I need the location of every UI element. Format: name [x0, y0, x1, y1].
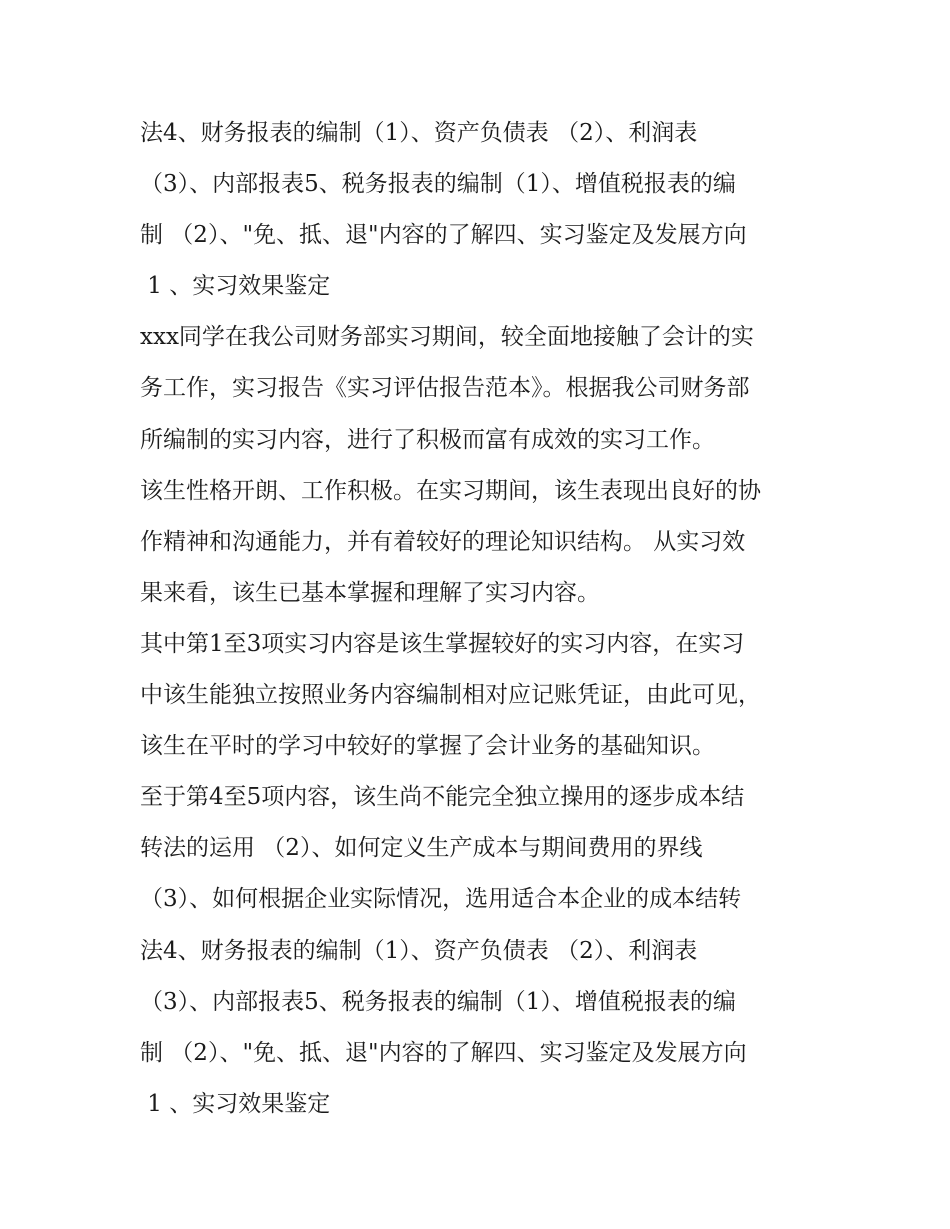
text-line-10: 果来看，该生已基本掌握和理解了实习内容。 — [140, 579, 600, 606]
text-line-8: 该生性格开朗、工作积极。在实习期间，该生表现出良好的协 — [140, 477, 761, 504]
text-line-18: （3）、内部报表5、税务报表的编制（1）、增值税报表的编 — [140, 988, 736, 1015]
text-line-2: （3）、内部报表5、税务报表的编制（1）、增值税报表的编 — [140, 171, 736, 198]
text-line-17: 法4、财务报表的编制（1）、资产负债表 （2）、利润表 — [140, 937, 698, 964]
text-line-19: 制 （2）、"免、抵、退"内容的了解四、实习鉴定及发展方向 — [140, 1039, 747, 1066]
text-line-6: 务工作，实习报告《实习评估报告范本》。根据我公司财务部 — [140, 375, 750, 402]
text-line-15: 转法的运用 （2）、如何定义生产成本与期间费用的界线 — [140, 835, 703, 862]
document-body — [140, 108, 830, 1130]
text-line-11: 其中第1至3项实习内容是该生掌握较好的实习内容，在实习 — [140, 630, 745, 657]
text-line-20: 1 、实习效果鉴定 — [140, 1090, 331, 1117]
text-line-16: （3）、如何根据企业实际情况，选用适合本企业的成本结转 — [140, 886, 742, 913]
text-line-7: 所编制的实习内容，进行了积极而富有成效的实习工作。 — [140, 426, 715, 453]
text-line-4: 1 、实习效果鉴定 — [140, 273, 331, 300]
text-line-14: 至于第4至5项内容，该生尚不能完全独立操用的逐步成本结 — [140, 784, 745, 811]
text-line-5: xxx同学在我公司财务部实习期间，较全面地接触了会计的实 — [140, 324, 754, 351]
text-line-13: 该生在平时的学习中较好的掌握了会计业务的基础知识。 — [140, 733, 715, 760]
text-line-9: 作精神和沟通能力，并有着较好的理论知识结构。 从实习效 — [140, 528, 746, 555]
text-line-3: 制 （2）、"免、抵、退"内容的了解四、实习鉴定及发展方向 — [140, 222, 747, 249]
text-line-12: 中该生能独立按照业务内容编制相对应记账凭证，由此可见， — [140, 682, 761, 709]
text-line-1: 法4、财务报表的编制（1）、资产负债表 （2）、利润表 — [140, 120, 698, 146]
